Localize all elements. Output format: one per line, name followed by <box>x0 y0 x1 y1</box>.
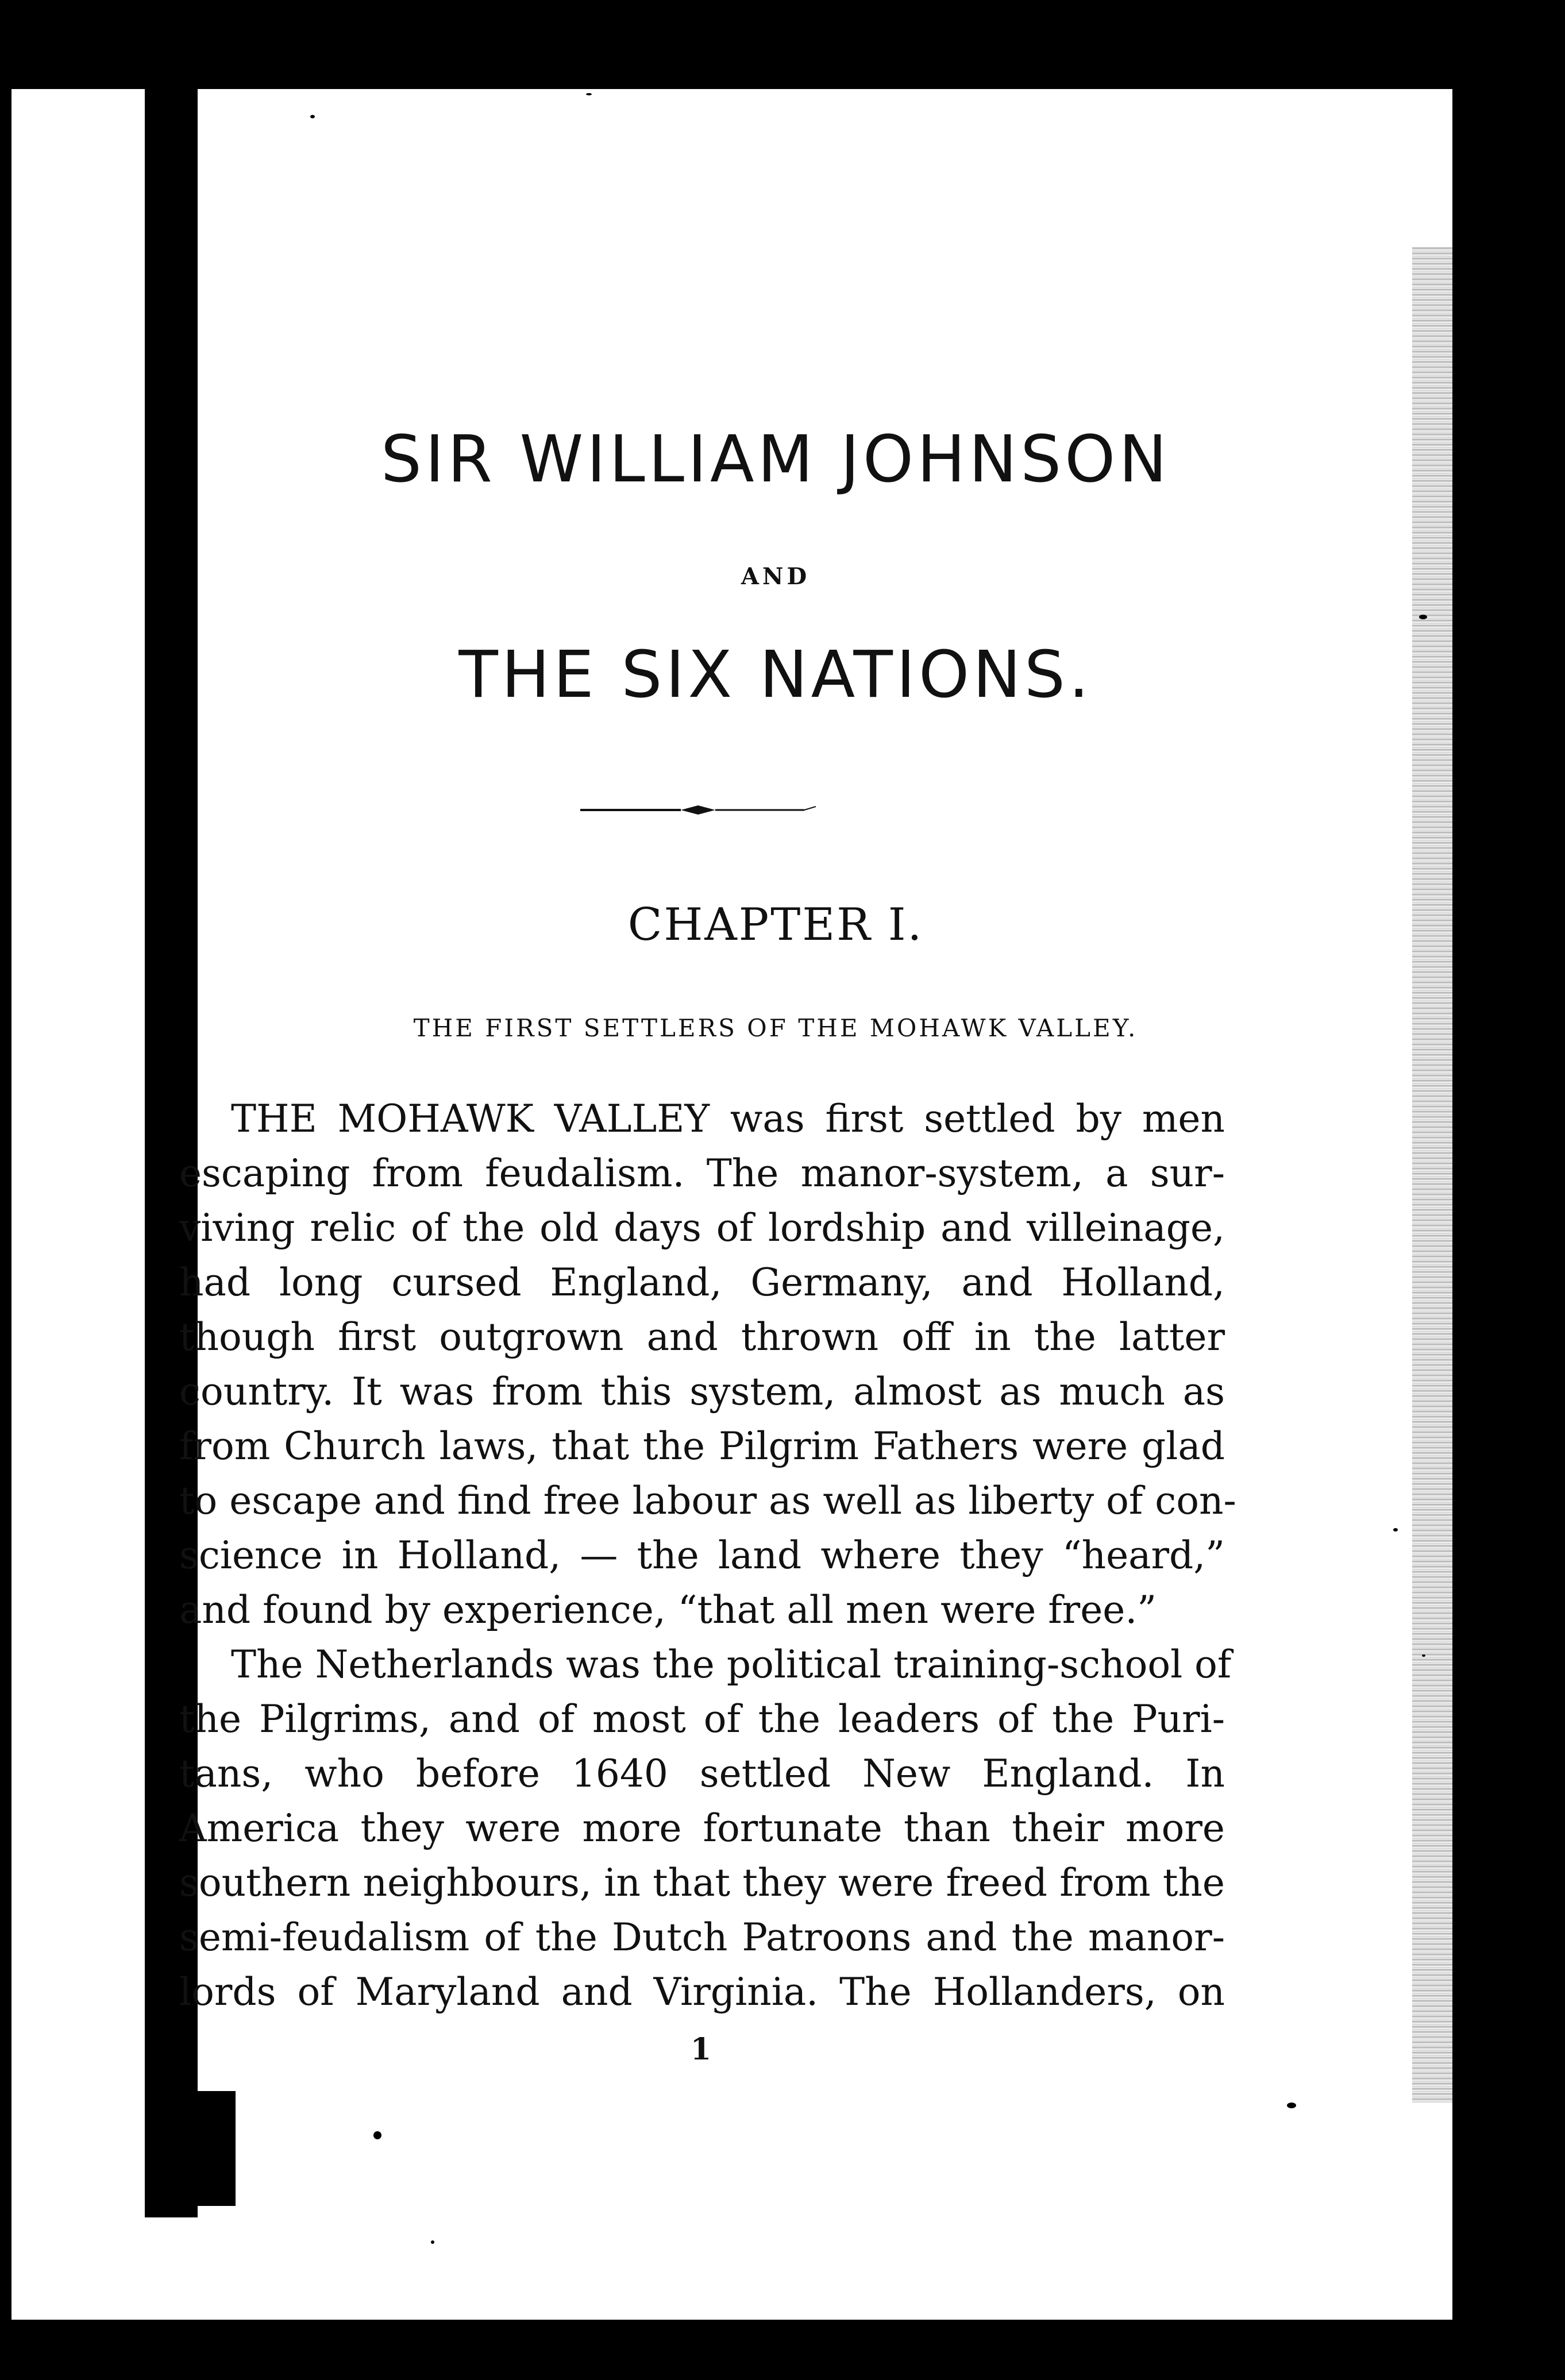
text-line: and found by experience, “that all men were free.” <box>179 1588 1157 1632</box>
text-line: The Netherlands was the political training-school of <box>231 1642 1232 1687</box>
text-line: America they were more fortunate than their more <box>179 1806 1225 1850</box>
text-line: science in Holland, — the land where they “heard,” <box>179 1533 1225 1577</box>
ornamental-rule-divider <box>580 801 816 819</box>
text-line: southern neighbours, in that they were freed from the <box>179 1861 1225 1905</box>
text-line: country. It was from this system, almost as much as <box>179 1370 1225 1414</box>
page-number: 1 <box>690 2032 712 2067</box>
dust-speck <box>1422 1654 1425 1657</box>
dust-speck <box>373 2131 381 2139</box>
page-edge-texture <box>1412 247 1452 2103</box>
text-line: tans, who before 1640 settled New England. In <box>179 1752 1225 1796</box>
dust-speck <box>586 93 592 95</box>
chapter-heading: CHAPTER I. <box>627 899 924 951</box>
text-line: THE MOHAWK VALLEY was first settled by men <box>231 1097 1225 1141</box>
chapter-body-text <box>179 1091 1236 2019</box>
book-title-conjunction: AND <box>741 563 811 590</box>
text-line: to escape and find free labour as well as liberty of con- <box>179 1479 1236 1523</box>
text-line: the Pilgrims, and of most of the leaders of the Puri- <box>179 1697 1225 1741</box>
text-line: escaping from feudalism. The manor-system, a sur- <box>179 1151 1225 1195</box>
dust-speck <box>1287 2103 1296 2108</box>
dust-speck <box>431 2240 434 2244</box>
dust-speck <box>1393 1528 1398 1532</box>
text-line: had long cursed England, Germany, and Holland, <box>179 1260 1225 1305</box>
book-spine-shadow-bottom <box>167 2091 236 2206</box>
text-line: though first outgrown and thrown off in the latter <box>179 1315 1225 1359</box>
text-line: from Church laws, that the Pilgrim Fathers were glad <box>179 1424 1225 1468</box>
dust-speck <box>1419 615 1427 619</box>
chapter-subtitle: THE FIRST SETTLERS OF THE MOHAWK VALLEY. <box>413 1014 1138 1042</box>
scan-border-right <box>1452 0 1565 2380</box>
book-title-line-1: SIR WILLIAM JOHNSON <box>380 422 1171 497</box>
text-line: viving relic of the old days of lordship and villeinage, <box>179 1206 1225 1250</box>
text-line: lords of Maryland and Virginia. The Hollanders, on <box>179 1970 1225 2014</box>
text-line: semi-feudalism of the Dutch Patroons and the manor- <box>179 1915 1225 1959</box>
dust-speck <box>310 115 315 118</box>
book-title-line-2: THE SIX NATIONS. <box>458 638 1093 712</box>
